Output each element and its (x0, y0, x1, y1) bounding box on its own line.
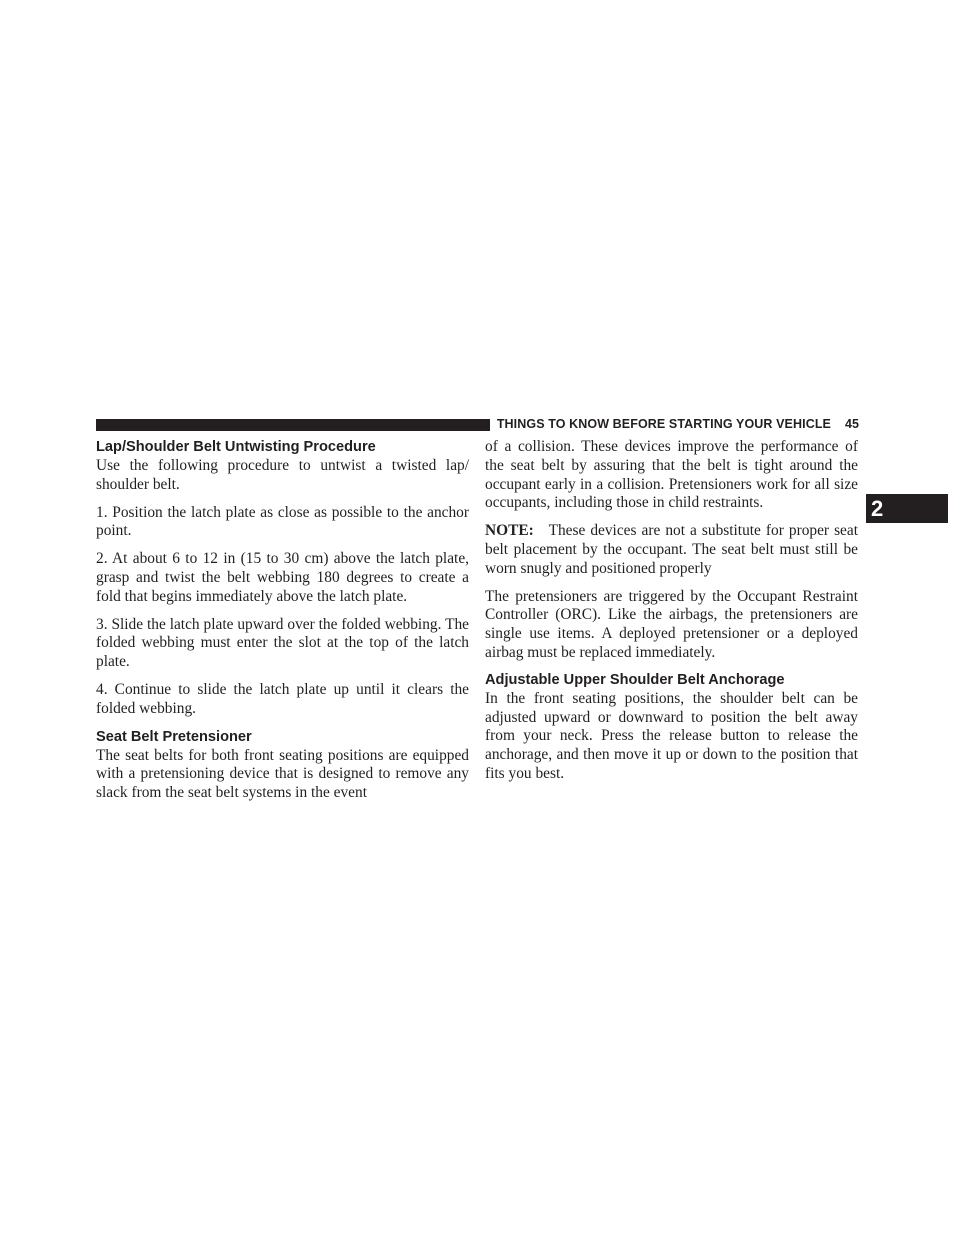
note-label: NOTE: (485, 522, 534, 540)
header-rule (96, 419, 490, 431)
step-4: 4. Continue to slide the latch plate up until it clears the folded webbing. (96, 680, 469, 717)
step-1: 1. Position the latch plate as close as possible to the anchor point. (96, 503, 469, 540)
continued-paragraph: of a collision. These devices improve the performance of the seat belt by assuring that the belt is tight around the occupant early in a collision. Pretensioners work for all size occupants, including those in child restraints. (485, 438, 858, 512)
heading-upper-shoulder-anchorage: Adjustable Upper Shoulder Belt Anchorage (485, 671, 785, 688)
right-column (485, 438, 858, 793)
left-column (96, 438, 469, 812)
orc-paragraph: The pretensioners are triggered by the Occupant Restraint Controller (ORC). Like the airbags, the pretensioners are single use items. A deployed pretensioner or a deployed airbag must be replaced immediately. (485, 587, 858, 661)
section-title: THINGS TO KNOW BEFORE STARTING YOUR VEHICLE (496, 417, 831, 431)
step-3: 3. Slide the latch plate upward over the folded webbing. The folded webbing must enter the slot at the top of the latch plate. (96, 615, 469, 671)
intro-paragraph: Use the following procedure to untwist a twisted lap/ shoulder belt. (96, 457, 469, 493)
chapter-tab: 2 (866, 494, 948, 523)
step-2: 2. At about 6 to 12 in (15 to 30 cm) above the latch plate, grasp and twist the belt webbing 180 degrees to create a fold that begins immediately above the latch plate. (96, 550, 469, 605)
pretensioner-paragraph: The seat belts for both front seating positions are equipped with a pretensioning device that is designed to remove any slack from the seat belt systems in the event (96, 746, 469, 802)
note-paragraph (485, 522, 858, 578)
anchorage-paragraph: In the front seating positions, the shoulder belt can be adjusted upward or downward to position the belt away from your neck. Press the release button to release the anchorage, and then move it up or down to the position that fits you best. (485, 689, 858, 782)
heading-seat-belt-pretensioner: Seat Belt Pretensioner (96, 728, 252, 745)
heading-untwisting-procedure: Lap/Shoulder Belt Untwisting Procedure (96, 439, 376, 455)
note-text: These devices are not a substitute for proper seat belt placement by the occupant. The seat belt must still be worn snugly and positioned properly (485, 522, 858, 577)
page-number: 45 (845, 417, 859, 431)
